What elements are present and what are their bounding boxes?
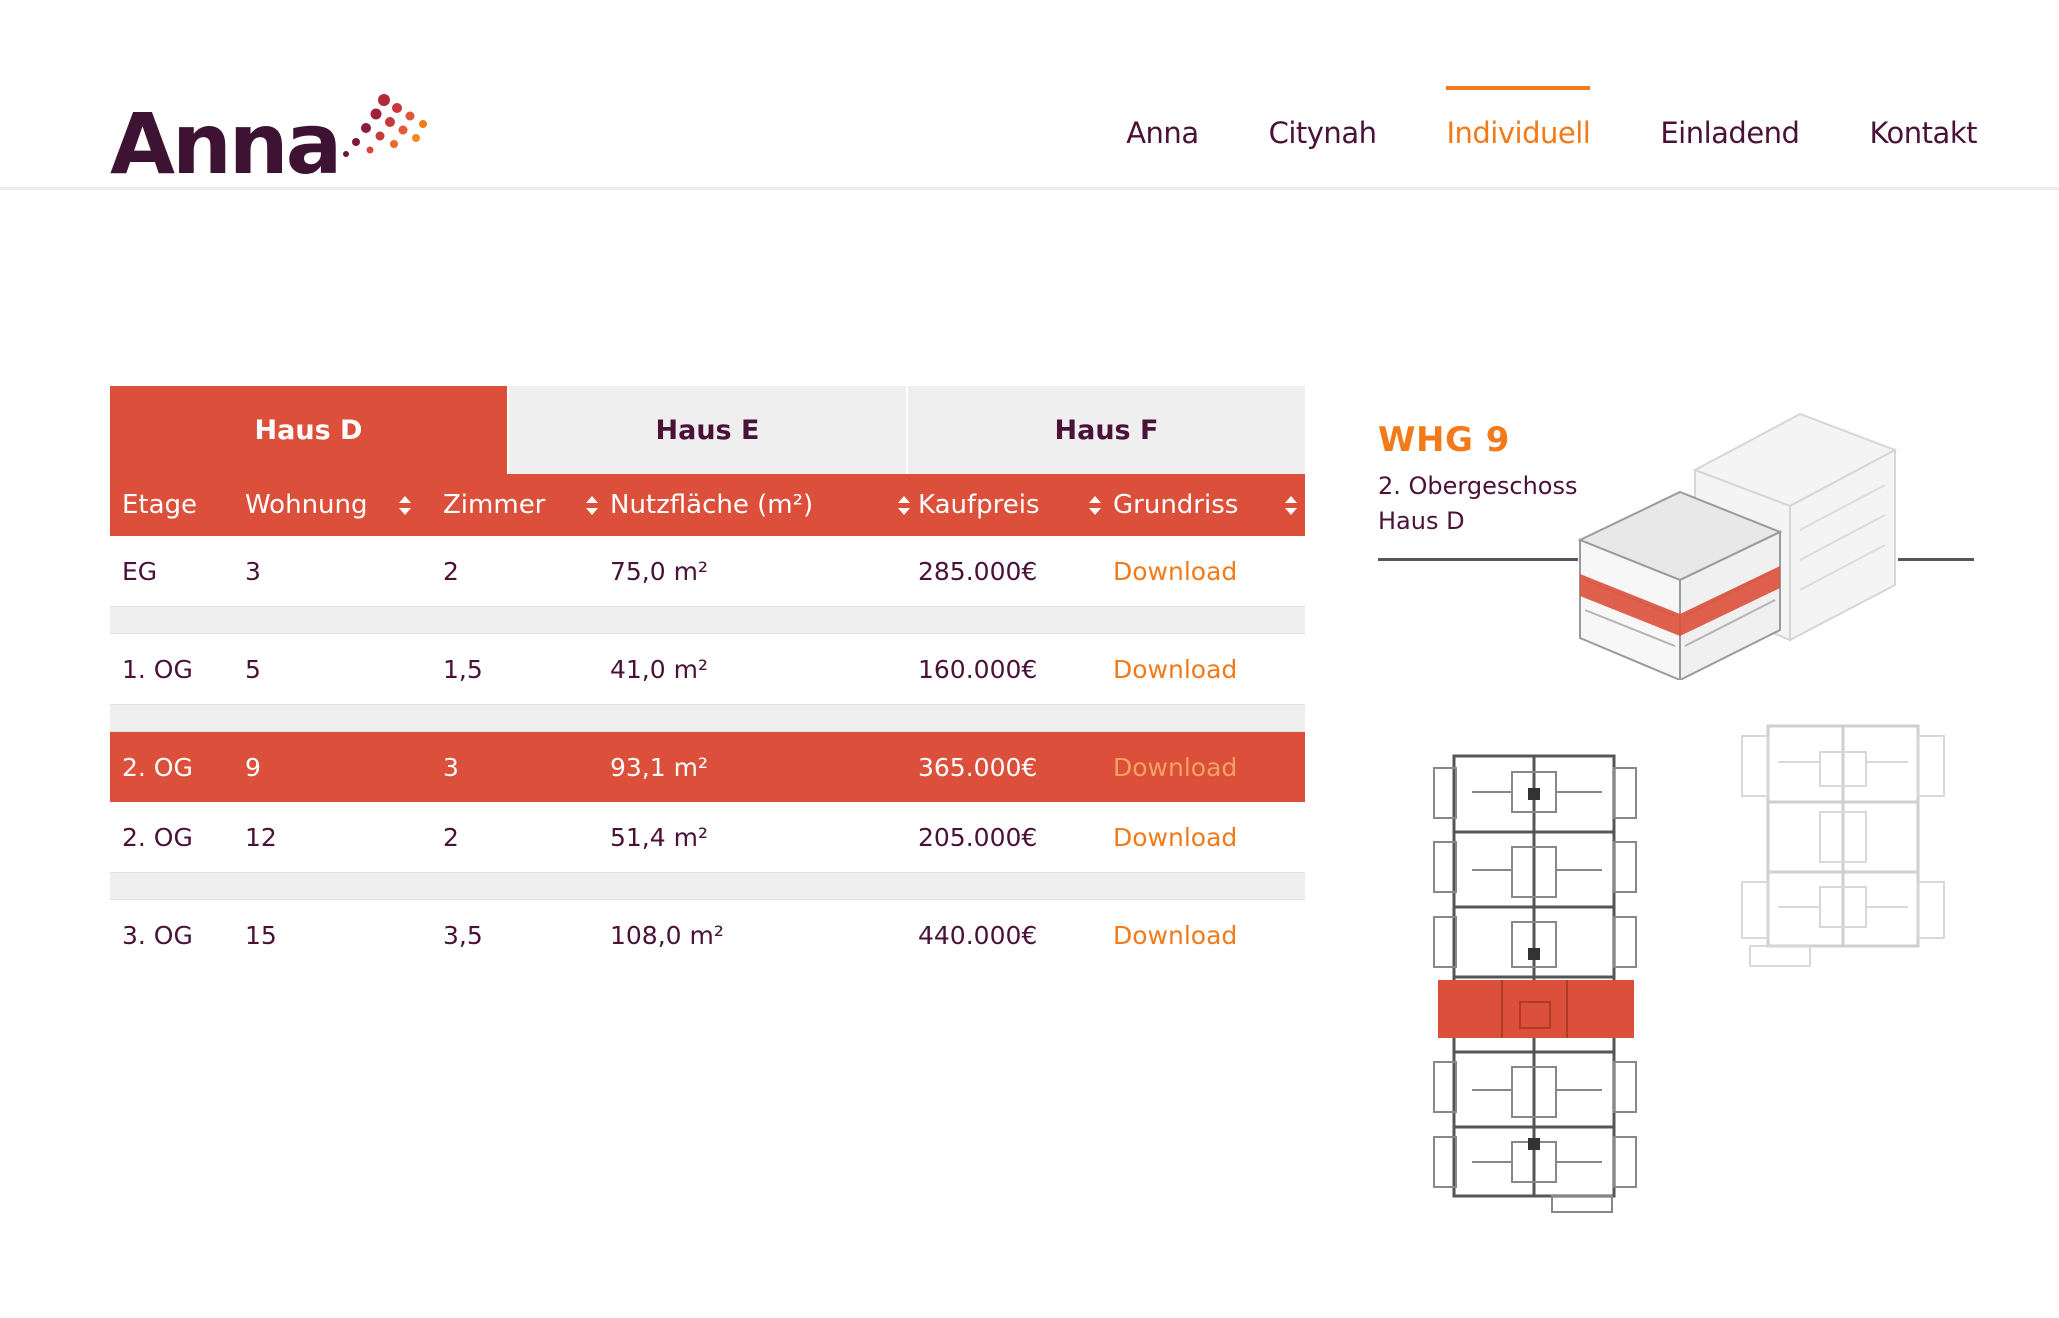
logo-dots-icon: [340, 94, 435, 164]
site-header: [0, 0, 2059, 193]
sort-icon[interactable]: [1285, 496, 1297, 516]
logo[interactable]: [110, 95, 340, 193]
download-link[interactable]: Download: [1113, 654, 1238, 684]
nav-item-anna[interactable]: Anna: [1126, 116, 1199, 150]
house-tabs: [110, 386, 1305, 474]
download-link[interactable]: Download: [1113, 556, 1238, 586]
apartment-house: Haus D: [1378, 506, 1465, 535]
nav-item-kontakt[interactable]: Kontakt: [1869, 116, 1977, 150]
sort-icon[interactable]: [586, 496, 598, 516]
main-nav: [1056, 78, 1977, 150]
download-link[interactable]: Download: [1113, 920, 1238, 950]
floor-plan-image[interactable]: [1432, 752, 1642, 1214]
tab-haus-f[interactable]: Haus F: [908, 386, 1305, 474]
cell-flaeche: 93,1 m²: [610, 752, 708, 782]
cell-zimmer: 2: [443, 556, 459, 586]
nav-item-individuell[interactable]: Individuell: [1446, 78, 1590, 150]
download-link[interactable]: Download: [1113, 752, 1238, 782]
column-header-grundriss[interactable]: Grundriss: [1101, 474, 1305, 536]
cell-preis: 365.000€: [918, 752, 1038, 782]
cell-flaeche: 108,0 m²: [610, 920, 724, 950]
column-header-kaufpreis[interactable]: Kaufpreis: [906, 474, 1101, 536]
cell-zimmer: 2: [443, 822, 459, 852]
table-row[interactable]: [110, 634, 1305, 704]
apartment-table: [110, 474, 1305, 970]
cell-wohnung: 9: [245, 752, 261, 782]
cell-wohnung: 15: [245, 920, 277, 950]
cell-preis: 440.000€: [918, 920, 1038, 950]
building-illustration: [1570, 410, 1900, 680]
apartment-detail: [1378, 420, 1577, 536]
cell-zimmer: 3,5: [443, 920, 483, 950]
detail-divider: [1378, 558, 1578, 561]
cell-wohnung: 3: [245, 556, 261, 586]
cell-preis: 285.000€: [918, 556, 1038, 586]
logo-text: Anna: [110, 95, 340, 193]
cell-preis: 160.000€: [918, 654, 1038, 684]
tab-haus-e[interactable]: Haus E: [509, 386, 908, 474]
column-header-etage[interactable]: Etage: [122, 490, 198, 520]
sort-icon[interactable]: [399, 496, 411, 516]
floor-plan-alt-image[interactable]: [1738, 722, 1948, 972]
cell-zimmer: 3: [443, 752, 459, 782]
table-row[interactable]: [110, 802, 1305, 872]
cell-zimmer: 1,5: [443, 654, 483, 684]
cell-etage: 3. OG: [122, 920, 193, 950]
cell-etage: 2. OG: [122, 822, 193, 852]
tab-haus-d[interactable]: Haus D: [110, 386, 509, 474]
cell-wohnung: 5: [245, 654, 261, 684]
column-header-nutzflaeche[interactable]: Nutzfläche (m²): [598, 474, 906, 536]
row-divider: [110, 606, 1305, 634]
table-row-selected[interactable]: [110, 732, 1305, 802]
row-divider: [110, 704, 1305, 732]
column-header-zimmer[interactable]: Zimmer: [431, 474, 598, 536]
cell-flaeche: 75,0 m²: [610, 556, 708, 586]
nav-item-citynah[interactable]: Citynah: [1268, 116, 1377, 150]
cell-etage: EG: [122, 556, 158, 586]
row-divider: [110, 872, 1305, 900]
cell-etage: 2. OG: [122, 752, 193, 782]
cell-flaeche: 41,0 m²: [610, 654, 708, 684]
detail-divider: [1898, 558, 1974, 561]
apartment-floor: 2. Obergeschoss: [1378, 472, 1578, 500]
nav-item-einladend[interactable]: Einladend: [1660, 116, 1800, 150]
cell-etage: 1. OG: [122, 654, 193, 684]
sort-icon[interactable]: [1089, 496, 1101, 516]
cell-flaeche: 51,4 m²: [610, 822, 708, 852]
table-row[interactable]: [110, 900, 1305, 970]
table-header: [110, 474, 1305, 536]
cell-preis: 205.000€: [918, 822, 1038, 852]
apartment-title: WHG 9: [1378, 420, 1510, 460]
column-header-wohnung[interactable]: Wohnung: [233, 474, 431, 536]
download-link[interactable]: Download: [1113, 822, 1238, 852]
table-row[interactable]: [110, 536, 1305, 606]
cell-wohnung: 12: [245, 822, 277, 852]
